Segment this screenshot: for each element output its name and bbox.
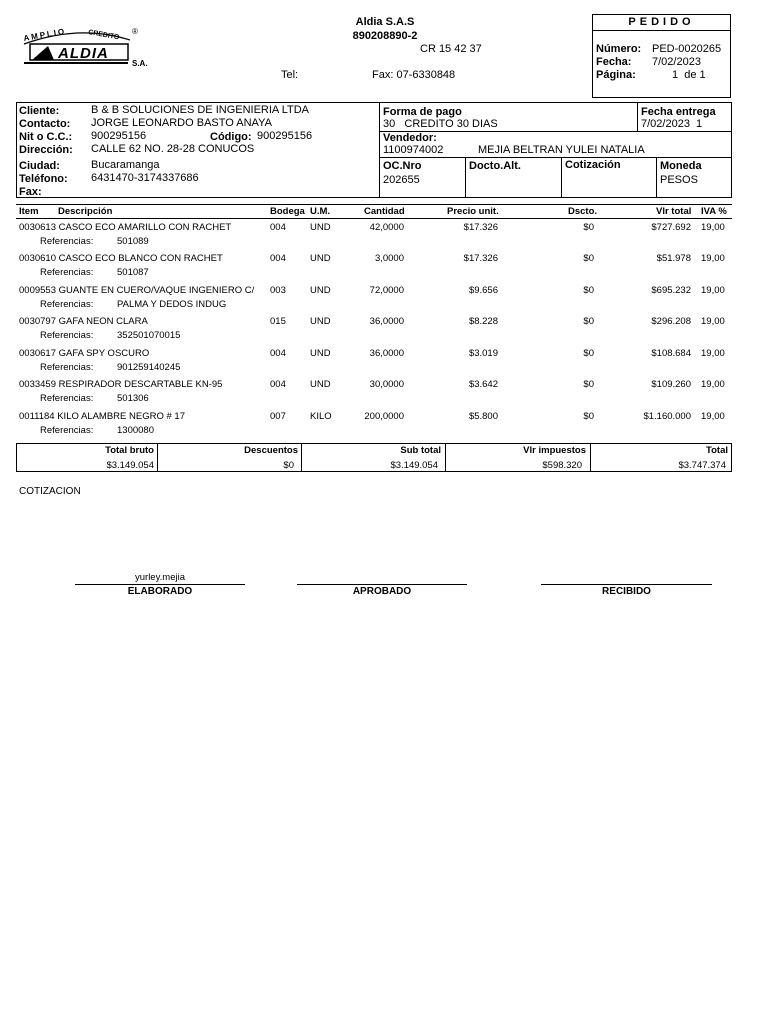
reference-label: Referencias: [40,330,94,341]
reference-label: Referencias: [40,236,94,247]
item-total: $1.160.000 [643,411,691,422]
item-unit: KILO [310,411,332,422]
reference-value: 352501070015 [117,330,181,341]
received-label: RECIBIDO [602,586,651,597]
seller-code: 1100974002 [383,144,444,156]
quote-label: Cotización [565,159,621,171]
item-tax: 19,00 [701,253,725,264]
grand-total-label: Total [706,445,728,456]
notes: COTIZACION [19,486,81,497]
seller-label: Vendedor: [383,132,437,144]
item-total: $727.692 [651,222,691,233]
item-discount: $0 [583,348,594,359]
divider [637,102,638,131]
item-unit: UND [310,379,331,390]
reference-value: 901259140245 [117,362,181,373]
alt-doc-label: Docto.Alt. [469,160,521,172]
fax-label: Fax: [19,186,42,198]
client-phone: 6431470-3174337686 [91,172,199,184]
item-unit-price: $3.019 [468,348,498,359]
item-unit-price: $17.326 [463,222,498,233]
company-name: Aldia S.A.S [355,16,415,28]
item-total: $109.260 [651,379,691,390]
gross-total-label: Total bruto [105,445,154,456]
item-warehouse: 015 [270,316,286,327]
svg-text:CREDITO: CREDITO [87,29,120,42]
item-quantity: 36,0000 [369,316,404,327]
reference-value: 501089 [117,236,149,247]
divider [445,443,446,471]
reference-label: Referencias: [40,393,94,404]
prepared-by: yurley.mejia [135,572,185,583]
item-unit-price: $17.326 [463,253,498,264]
totals-top-border [16,443,732,444]
item-unit: UND [310,348,331,359]
divider [16,443,17,471]
taxes: $598.320 [542,460,582,471]
item-warehouse: 004 [270,379,286,390]
item-quantity: 42,0000 [369,222,404,233]
company-address: CR 15 42 37 [420,43,482,55]
item-tax: 19,00 [701,379,725,390]
item-total: $108.684 [651,348,691,359]
divider [731,443,732,471]
item-description: 0030797 GAFA NEON CLARA [19,316,148,327]
prepared-label: ELABORADO [127,586,193,597]
subtotal: $3.149.054 [390,460,438,471]
item-discount: $0 [583,411,594,422]
item-discount: $0 [583,379,594,390]
order-title: PEDIDO [593,15,730,31]
contact-name: JORGE LEONARDO BASTO ANAYA [91,117,272,129]
client-name: B & B SOLUCIONES DE INGENIERIA LTDA [91,104,310,116]
seller-name: MEJIA BELTRAN YULEI NATALIA [478,144,645,156]
item-total: $51.978 [656,253,691,264]
item-warehouse: 004 [270,222,286,233]
item-unit: UND [310,316,331,327]
discounts: $0 [283,460,294,471]
order-date: 7/02/2023 [652,56,701,68]
col-total: Vlr total [656,206,692,217]
grand-total: $3.747.374 [678,460,726,471]
divider [465,157,466,198]
reference-label: Referencias: [40,425,94,436]
item-discount: $0 [583,253,594,264]
item-warehouse: 004 [270,348,286,359]
col-quantity: Cantidad [364,206,405,217]
reference-value: PALMA Y DEDOS INDUG [117,299,227,310]
item-tax: 19,00 [701,411,725,422]
item-unit: UND [310,285,331,296]
subtotal-label: Sub total [400,445,441,456]
divider [379,102,380,198]
totals-bottom-border [16,471,732,472]
item-description: 0030613 CASCO ECO AMARILLO CON RACHET [19,222,232,233]
order-number: PED-0020265 [652,43,722,55]
item-discount: $0 [583,316,594,327]
reference-label: Referencias: [40,362,94,373]
order-date-label: Fecha: [596,56,632,68]
client-nit: 900295156 [91,130,147,142]
nit-label: Nit o C.C.: [19,131,73,143]
client-code: 900295156 [257,130,313,142]
reference-value: 501306 [117,393,149,404]
divider [590,443,591,471]
svg-text:®: ® [132,27,138,36]
item-unit-price: $8.228 [468,316,498,327]
divider [157,443,158,471]
item-tax: 19,00 [701,316,725,327]
col-warehouse: Bodega [270,206,305,217]
item-description: 0011184 KILO ALAMBRE NEGRO # 17 [19,411,185,422]
city-label: Ciudad: [19,160,60,172]
col-tax: IVA % [701,206,727,217]
item-discount: $0 [583,285,594,296]
signature-line [541,584,712,585]
item-description: 0030610 CASCO ECO BLANCO CON RACHET [19,253,223,264]
approved-label: APROBADO [352,586,412,597]
item-tax: 19,00 [701,285,725,296]
table-header-border [16,218,732,219]
item-warehouse: 003 [270,285,286,296]
item-total: $296.208 [651,316,691,327]
delivery-date-label: Fecha entrega [641,106,716,118]
item-discount: $0 [583,222,594,233]
signature-line [75,584,245,585]
item-quantity: 72,0000 [369,285,404,296]
payment-terms: 30 CREDITO 30 DIAS [383,118,498,130]
oc-number: 202655 [383,174,420,186]
signature-line [297,584,467,585]
address-label: Dirección: [19,144,73,156]
order-page-label: Página: [596,69,636,81]
item-warehouse: 004 [270,253,286,264]
item-unit-price: $3.642 [468,379,498,390]
item-quantity: 200,0000 [364,411,404,422]
divider [561,157,562,198]
item-quantity: 36,0000 [369,348,404,359]
divider [379,157,732,158]
item-quantity: 30,0000 [369,379,404,390]
order-number-label: Número: [596,43,642,55]
company-tel: Tel: [281,69,299,81]
item-description: 0009553 GUANTE EN CUERO/VAQUE INGENIERO C/ [19,285,255,296]
col-discount: Dscto. [568,206,598,217]
svg-text:ALDIA: ALDIA [58,45,109,62]
company-fax: Fax: 07-6330848 [372,69,456,81]
divider [301,443,302,471]
col-unit-price: Precio unit. [447,206,499,217]
order-page: 1 de 1 [672,69,706,81]
svg-text:AMPLIO: AMPLIO [22,26,67,43]
reference-value: 1300080 [117,425,154,436]
client-address: CALLE 62 NO. 28-28 CONUCOS [91,143,255,155]
col-unit: U.M. [310,206,331,217]
oc-label: OC.Nro [383,160,422,172]
taxes-label: Vlr impuestos [523,445,586,456]
item-unit-price: $5.800 [468,411,498,422]
gross-total: $3.149.054 [106,460,154,471]
reference-label: Referencias: [40,299,94,310]
client-label: Cliente: [19,105,60,117]
phone-label: Teléfono: [19,173,68,185]
table-top-border [16,204,732,205]
company-nit: 890208890-2 [352,30,418,42]
payment-label: Forma de pago [383,106,462,118]
discounts-label: Descuentos [244,445,298,456]
aldia-logo [20,24,150,72]
contact-label: Contacto: [19,118,71,130]
reference-value: 501087 [117,267,149,278]
client-city: Bucaramanga [91,159,160,171]
col-description: Descripción [58,206,113,217]
item-description: 0030617 GAFA SPY OSCURO [19,348,150,359]
item-tax: 19,00 [701,348,725,359]
item-unit-price: $9.656 [468,285,498,296]
currency-label: Moneda [660,160,702,172]
item-unit: UND [310,222,331,233]
divider [656,157,657,198]
code-label: Código: [210,131,252,143]
reference-label: Referencias: [40,267,94,278]
item-total: $695.232 [651,285,691,296]
svg-text:S.A.: S.A. [132,59,148,68]
item-warehouse: 007 [270,411,286,422]
item-description: 0033459 RESPIRADOR DESCARTABLE KN-95 [19,379,223,390]
delivery-date: 7/02/2023 1 [641,118,703,130]
item-tax: 19,00 [701,222,725,233]
item-unit: UND [310,253,331,264]
item-quantity: 3,0000 [374,253,404,264]
col-item: Item [19,206,39,217]
currency: PESOS [660,174,698,186]
